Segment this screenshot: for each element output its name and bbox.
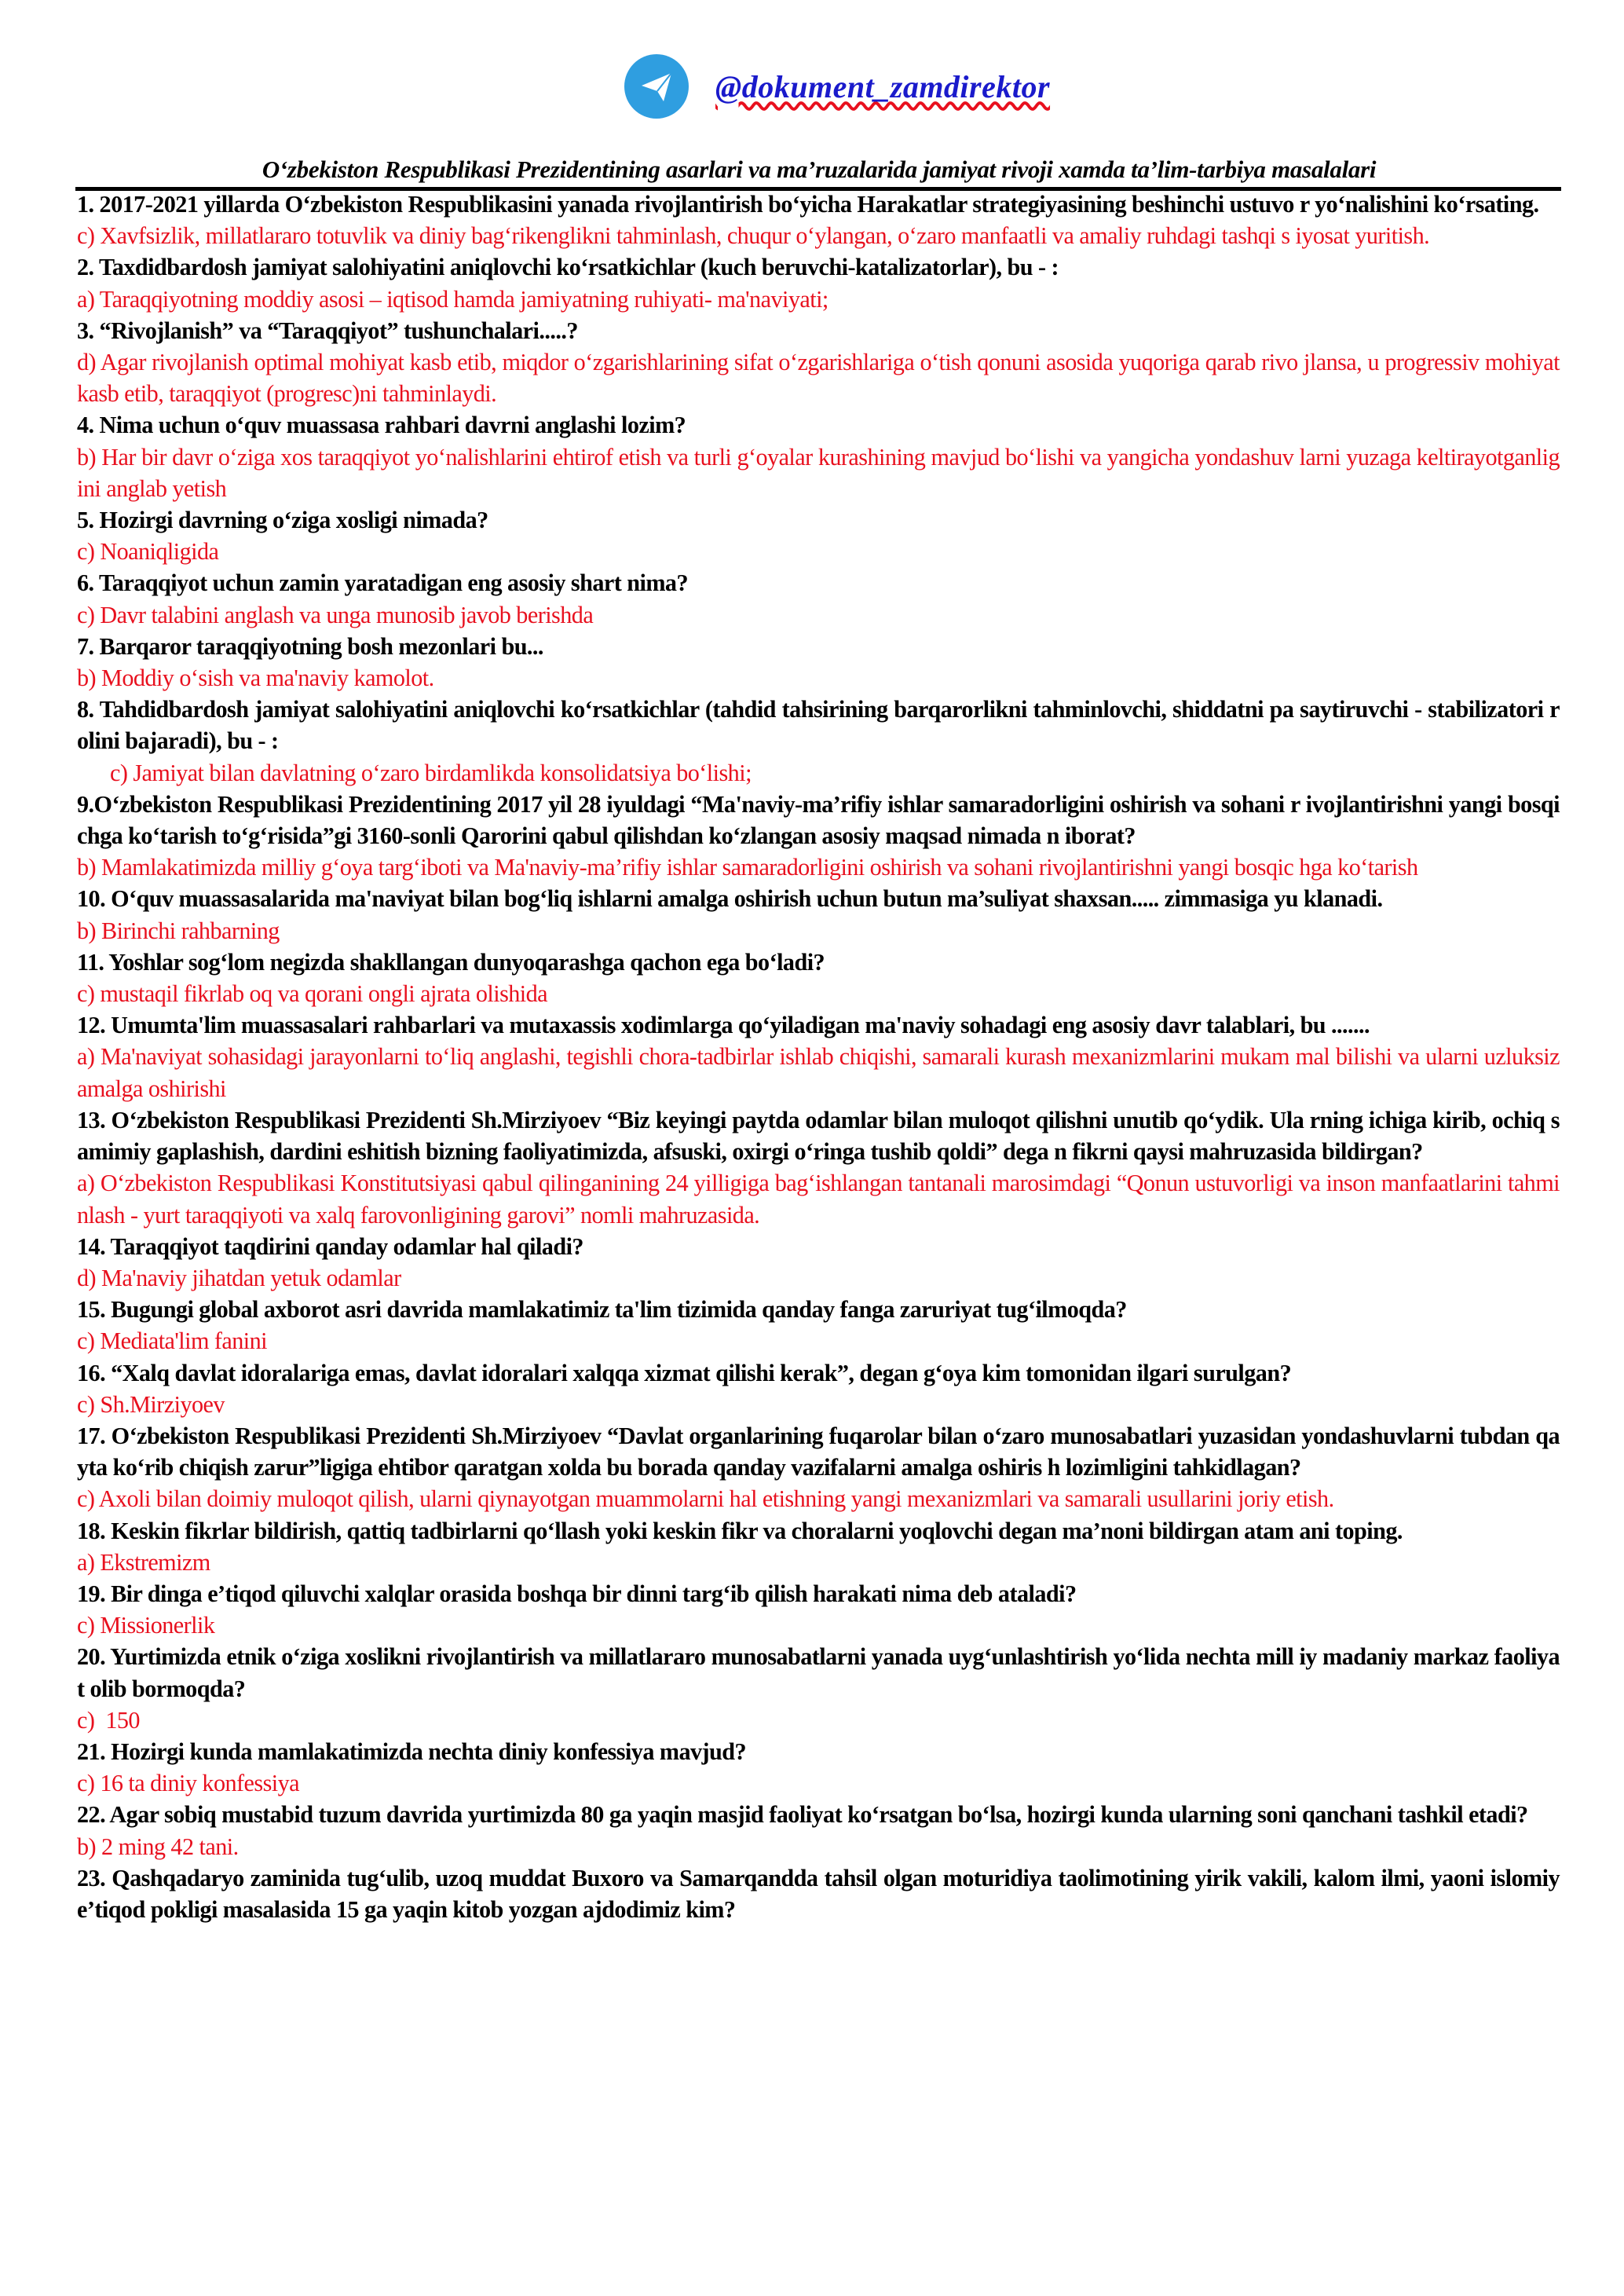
question-item-10 bbox=[77, 883, 1560, 946]
question-text: 9.O‘zbekiston Respublikasi Prezidentining 2017 yil 28 iyuldagi “Ma'naviy-ma’rifiy ishlar samaradorligini oshirish va sohani r ivojlantirishni yangi bosqichga ko‘tarish to‘g‘risida”gi 3160-sonli Qarorini qabul qilishdan ko‘zlangan asosiy maqsad nimada n iborat? bbox=[77, 790, 1560, 850]
question-item-21 bbox=[77, 1736, 1560, 1799]
question-text: 1. 2017-2021 yillarda O‘zbekiston Respublikasini yanada rivojlantirish bo‘yicha Harakatlar strategiyasining beshinchi ustuvo r yo‘nalishini ko‘rsating. bbox=[77, 191, 1539, 218]
answer-text: b) Har bir davr o‘ziga xos taraqqiyot yo‘nalishlarini ehtirof etish va turli g‘oyalar kurashining mavjud bo‘lishi va yangicha yondashuv larni yuzaga keltirayotganligini anglab yetish bbox=[77, 443, 1560, 502]
question-text: 23. Qashqadaryo zaminida tug‘ulib, uzoq muddat Buxoro va Samarqandda tahsil olgan moturidiya taolimotining yirik vakili, kalom ilmi, yaoni islomiy e’tiqod pokligi masalasida 15 ga yaqin kitob yozgan ajdodimiz kim? bbox=[77, 1864, 1560, 1923]
question-text: 18. Keskin fikrlar bildirish, qattiq tadbirlarni qo‘llash yoki keskin fikr va choralarni yoqlovchi degan ma’noni bildirgan atam ani toping. bbox=[77, 1517, 1403, 1544]
telegram-icon[interactable] bbox=[624, 54, 689, 119]
answer-text: c) mustaqil fikrlab oq va qorani ongli ajrata olishida bbox=[77, 980, 548, 1008]
answer-text: c) 16 ta diniy konfessiya bbox=[77, 1770, 300, 1797]
question-text: 13. O‘zbekiston Respublikasi Prezidenti Sh.Mirziyoev “Biz keyingi paytda odamlar bilan muloqot qilishni unutib qo‘ydik. Ula rning ichiga kirib, ochiq samimiy gaplashish, dardini eshitish bizning faoliyatimizda, afsuski, oxirgi o‘ringa tushib qoldi” dega n fikrni qaysi mahruzasida bildirgan? bbox=[77, 1106, 1560, 1166]
question-list bbox=[77, 189, 1560, 1925]
question-text: 6. Taraqqiyot uchun zamin yaratadigan eng asosiy shart nima? bbox=[77, 569, 689, 597]
question-text: 22. Agar sobiq mustabid tuzum davrida yurtimizda 80 ga yaqin masjid faoliyat ko‘rsatgan bo‘lsa, hozirgi kunda ularning soni qanchani tashkil etadi? bbox=[77, 1801, 1528, 1829]
question-text: 4. Nima uchun o‘quv muassasa rahbari davrni anglashi lozim? bbox=[77, 412, 686, 439]
question-item-2 bbox=[77, 251, 1560, 314]
question-item-23 bbox=[77, 1862, 1560, 1925]
answer-text: b) Mamlakatimizda milliy g‘oya targ‘iboti va Ma'naviy-ma’rifiy ishlar samaradorligini oshirish va sohani rivojlantirishni yangi bosqic hga ko‘tarish bbox=[77, 854, 1418, 881]
question-item-18 bbox=[77, 1515, 1560, 1578]
question-item-13 bbox=[77, 1104, 1560, 1231]
channel-brand bbox=[624, 55, 1050, 118]
question-text: 15. Bugungi global axborot asri davrida mamlakatimiz ta'lim tizimida qanday fanga zaruriyat tug‘ilmoqda? bbox=[77, 1296, 1127, 1324]
question-text: 20. Yurtimizda etnik o‘ziga xoslikni rivojlantirish va millatlararo munosabatlarni yanada uyg‘unlashtirish yo‘lida nechta mill iy madaniy markaz faoliyat olib bormoqda? bbox=[77, 1643, 1560, 1702]
question-item-11 bbox=[77, 947, 1560, 1009]
question-item-22 bbox=[77, 1799, 1560, 1862]
answer-text: c) 150 bbox=[77, 1706, 140, 1734]
question-item-8 bbox=[77, 694, 1560, 789]
question-item-12 bbox=[77, 1009, 1560, 1104]
question-text: 19. Bir dinga e’tiqod qiluvchi xalqlar orasida boshqa bir dinni targ‘ib qilish harakati nima deb ataladi? bbox=[77, 1580, 1077, 1607]
question-text: 3. “Rivojlanish” va “Taraqqiyot” tushunchalari.....? bbox=[77, 317, 578, 344]
question-text: 14. Taraqqiyot taqdirini qanday odamlar hal qiladi? bbox=[77, 1232, 583, 1260]
question-item-9 bbox=[77, 789, 1560, 884]
answer-text: d) Ma'naviy jihatdan yetuk odamlar bbox=[77, 1264, 401, 1291]
question-text: 16. “Xalq davlat idoralariga emas, davlat idoralari xalqqa xizmat qilishi kerak”, degan g‘oya kim tomonidan ilgari surulgan? bbox=[77, 1359, 1292, 1386]
question-item-6 bbox=[77, 567, 1560, 630]
document-title: O‘zbekiston Respublikasi Prezidentining asarlari va ma’ruzalarida jamiyat rivoji xamda ta’lim-tarbiya masalalari bbox=[262, 156, 1377, 183]
answer-text: c) Davr talabini anglash va unga munosib javob berishda bbox=[77, 601, 594, 628]
answer-text: c) Xavfsizlik, millatlararo totuvlik va diniy bag‘rikenglikni tahminlash, chuqur o‘ylangan, o‘zaro manfaatli va amaliy ruhdagi tashqi s iyosat yuritish. bbox=[77, 222, 1430, 250]
question-text: 2. Taxdidbardosh jamiyat salohiyatini aniqlovchi ko‘rsatkichlar (kuch beruvchi-katalizatorlar), bu - : bbox=[77, 254, 1059, 281]
question-text: 21. Hozirgi kunda mamlakatimizda nechta diniy konfessiya mavjud? bbox=[77, 1738, 747, 1765]
question-text: 17. O‘zbekiston Respublikasi Prezidenti Sh.Mirziyoev “Davlat organlarining fuqarolar bilan o‘zaro munosabatlari yuzasidan yondashuvlarni tubdan qayta ko‘rib chiqish zarur”ligiga ehtibor qaratgan xolda bu borada qanday vazifalarni amalga oshiris h lozimligini tahkidlagan? bbox=[77, 1422, 1560, 1481]
answer-text: c) Sh.Mirziyoev bbox=[77, 1390, 225, 1418]
question-item-4 bbox=[77, 409, 1560, 504]
question-item-19 bbox=[77, 1578, 1560, 1641]
answer-text: a) O‘zbekiston Respublikasi Konstitutsiyasi qabul qilinganining 24 yilligiga bag‘ishlangan tantanali marosimdagi “Qonun ustuvorligi va inson manfaatlarini tahminlash - yurt taraqqiyoti va xalq farovonligining garovi” nomli mahruzasida. bbox=[77, 1170, 1560, 1229]
question-text: 7. Barqaror taraqqiyotning bosh mezonlari bu... bbox=[77, 632, 543, 660]
answer-text: b) Moddiy o‘sish va ma'naviy kamolot. bbox=[77, 665, 434, 692]
question-item-17 bbox=[77, 1420, 1560, 1515]
answer-text: c) Jamiyat bilan davlatning o‘zaro birdamlikda konsolidatsiya bo‘lishi; bbox=[110, 759, 752, 786]
answer-text: a) Ma'naviyat sohasidagi jarayonlarni to‘liq anglashi, tegishli chora-tadbirlar ishlab chiqishi, samarali kurash mexanizmlarini mukam mal bilishi va ularni uzluksiz amalga oshirishi bbox=[77, 1043, 1560, 1102]
answer-text: c) Axoli bilan doimiy muloqot qilish, ularni qiynayotgan muammolarni hal etishning yangi mexanizmlari va samarali usullarini joriy etish. bbox=[77, 1485, 1334, 1513]
question-item-3 bbox=[77, 315, 1560, 410]
question-item-14 bbox=[77, 1231, 1560, 1294]
answer-text: b) 2 ming 42 tani. bbox=[77, 1833, 239, 1860]
question-text: 8. Tahdidbardosh jamiyat salohiyatini aniqlovchi ko‘rsatkichlar (tahdid tahsirining barqarorlikni tahminlovchi, shiddatni pa saytiruvchi - stabilizatori rolini bajaradi), bu - : bbox=[77, 696, 1560, 755]
answer-text: a) Taraqqiyotning moddiy asosi – iqtisod hamda jamiyatning ruhiyati- ma'naviyati; bbox=[77, 285, 828, 313]
question-item-16 bbox=[77, 1357, 1560, 1420]
answer-text: a) Ekstremizm bbox=[77, 1548, 210, 1576]
answer-text: c) Mediata'lim fanini bbox=[77, 1327, 268, 1355]
question-text: 5. Hozirgi davrning o‘ziga xosligi nimada? bbox=[77, 507, 488, 534]
question-item-15 bbox=[77, 1294, 1560, 1357]
question-item-7 bbox=[77, 631, 1560, 694]
question-text: 11. Yoshlar sog‘lom negizda shakllangan dunyoqarashga qachon ega bo‘ladi? bbox=[77, 948, 825, 976]
answer-text: c) Noaniqligida bbox=[77, 538, 219, 566]
answer-text: d) Agar rivojlanish optimal mohiyat kasb etib, miqdor o‘zgarishlarining sifat o‘zgarishlariga o‘tish qonuni asosida yuqoriga qarab rivo jlansa, u progressiv mohiyat kasb etib, taraqqiyot (progresc)ni tahminlaydi. bbox=[77, 349, 1560, 408]
question-item-1 bbox=[77, 189, 1560, 251]
answer-text: b) Birinchi rahbarning bbox=[77, 917, 280, 944]
question-item-5 bbox=[77, 504, 1560, 567]
question-item-20 bbox=[77, 1641, 1560, 1736]
question-text: 10. O‘quv muassasalarida ma'naviyat bilan bog‘liq ishlarni amalga oshirish uchun butun ma’suliyat shaxsan..... zimmasiga yu klanadi. bbox=[77, 885, 1383, 913]
channel-handle-link[interactable]: @dokument_zamdirektor bbox=[715, 68, 1051, 104]
question-text: 12. Umumta'lim muassasalari rahbarlari va mutaxassis xodimlarga qo‘yiladigan ma'naviy sohadagi eng asosiy davr talablari, bu ....... bbox=[77, 1012, 1370, 1039]
answer-text: c) Missionerlik bbox=[77, 1612, 215, 1639]
